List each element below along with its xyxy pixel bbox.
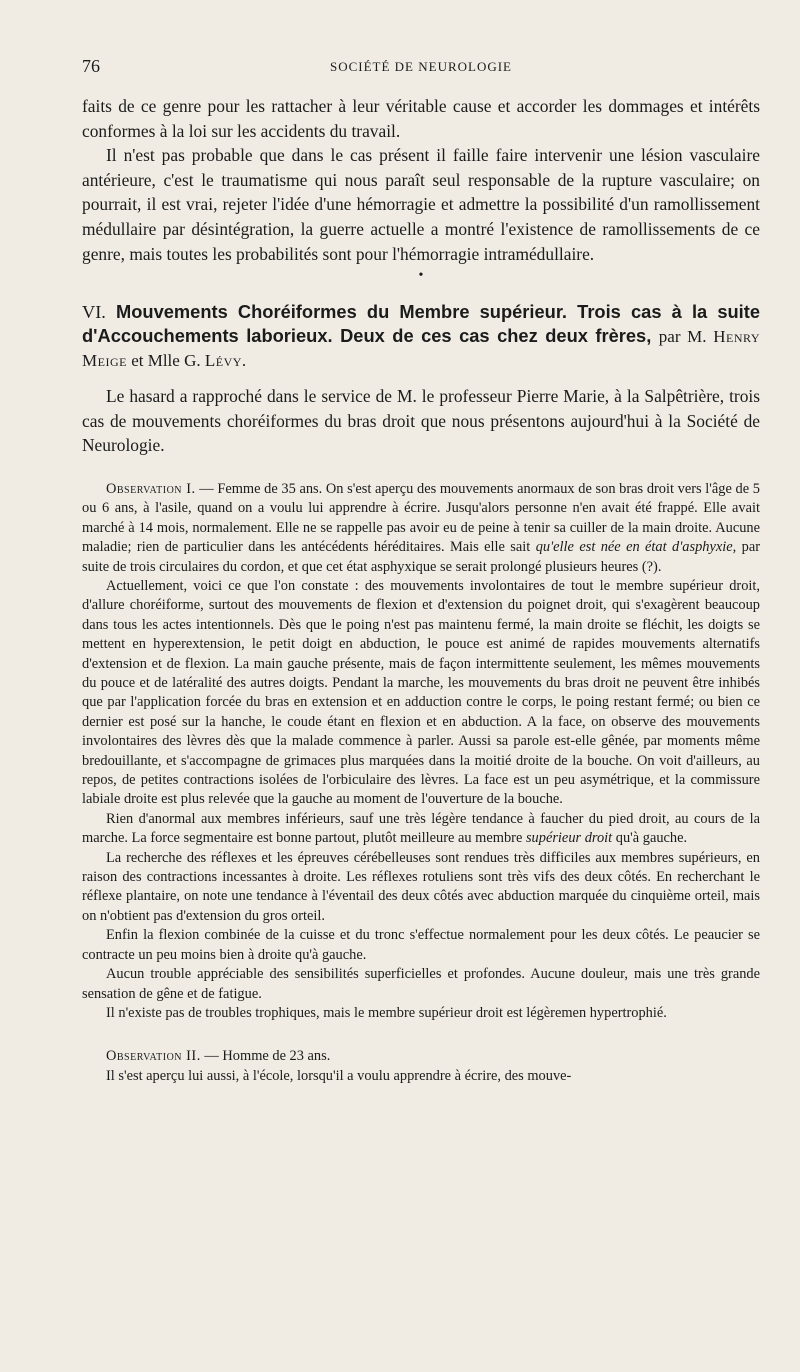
author-name: Lévy.: [204, 351, 247, 371]
intro-paragraph: Le hasard a rapproché dans le service de M. le professeur Pierre Marie, à la Salpêtrière, trois cas de mouvements choréiformes du bras droit que nous présentons aujourd'hui à la Société de Neurologie.: [82, 386, 760, 456]
observation-paragraph: Il s'est aperçu lui aussi, à l'école, lorsqu'il a voulu apprendre à écrire, des mouve-: [106, 1067, 572, 1084]
paragraph: Il n'est pas probable que dans le cas présent il faille faire intervenir une lésion vasculaire antérieure, c'est le traumatisme qui nous paraît seul responsable de la rupture vasculaire; on pourrait, il est vrai, rejeter l'idée d'une hémorragie et admettre la possibilité d'un ramollissement médullaire par désintégration, la guerre actuelle a montré l'existence de ramollissements de ce genre, mais toutes les probabilités sont pour l'hémorragie intramédullaire.: [82, 145, 760, 264]
section-heading: [82, 300, 760, 372]
observation-paragraph: Il n'existe pas de troubles trophiques, mais le membre supérieur droit est légèremen hypertrophié.: [106, 1004, 667, 1021]
observation-paragraph: Observation II. — Homme de 23 ans.: [106, 1048, 331, 1065]
observation-label: Observation II.: [106, 1048, 201, 1065]
page-header: [82, 56, 760, 78]
section-authors: par M. Henry Meige et Mlle G. Lévy.: [82, 327, 760, 371]
running-title: SOCIÉTÉ DE NEUROLOGIE: [329, 59, 513, 74]
separator-dot: •: [418, 268, 424, 284]
observation-paragraph: Enfin la flexion combinée de la cuisse et du tronc s'effectue normalement pour les deux côtés. Le peaucier se contracte un peu moins bien à droite qu'à gauche.: [82, 927, 760, 963]
paragraph: faits de ce genre pour les rattacher à leur véritable cause et accorder les dommages et intérêts conformes à la loi sur les accidents du travail.: [82, 96, 760, 141]
italic-text: qu'elle est née en état d'asphyxie,: [535, 539, 737, 556]
page-body: [82, 94, 760, 1086]
observation-paragraph: Actuellement, voici ce que l'on constate : des mouvements involontaires de tout le membre supérieur droit, d'allure choréiforme, surtout des mouvements de flexion et d'extension du poignet droit, qui s'exagèrent beaucoup dans tous les actes intentionnels. Dès que le poing n'est pas maintenu fermé, la main droite se fléchit, les doigts se mettent en hyperextension, le petit doigt en abduction, le pouce est animé de rapides mouvements alternatifs d'extension et de flexion. La main gauche présente, mais de façon intermittente seulement, les mêmes mouvements du pouce et de latéralité des autres doigts. Pendant la marche, les mouvements du bras droit ne peuvent être inhibés que par l'application forcée du bras en extension et en adduction contre le corps, le poing restant fermé; ou bien ce dernier est posé sur la hanche, le coude étant en flexion et en abduction. A la face, on observe des mouvements involontaires des lèvres dès que la malade commence à parler. Aussi sa parole est-elle gênée, par moments même bredouillante, et s'accompagne de grimaces plus marquées dans la moitié droite de la bouche. On voit d'ailleurs, au repos, de petites contractions isolées de l'orbiculaire des lèvres. La face est un peu asymétrique, et la commissure labiale droite est plus relevée que la gauche au moment de l'ouverture de la bouche.: [82, 577, 760, 808]
observation-paragraph: Observation I. — Femme de 35 ans. On s'est aperçu des mouvements anormaux de son bras droit vers l'âge de 5 ou 6 ans, à l'asile, quand on a voulu lui apprendre à écrire. Jusqu'alors personne n'en avait été frappé. Elle avait marché à 14 mois, normalement. Elle ne se rappelle pas avoir eu de peine à tenir sa cuiller de la main droite. Aucune maladie; rien de particulier dans les antécédents héréditaires. Mais elle sait qu'elle est née en état d'asphyxie, par suite de trois circulaires du cordon, et que cet état asphyxique se serait prolongé plusieurs heures (?).: [82, 480, 761, 575]
section-title: Mouvements Choréiformes du Membre supérieur. Trois cas à la suite d'Accouchements laborieux. Deux de ces cas chez deux frères,: [82, 301, 760, 347]
observation-paragraph: Rien d'anormal aux membres inférieurs, sauf une très légère tendance à faucher du pied droit, au cours de la marche. La force segmentaire est bonne partout, plutôt meilleure au membre supérieur droit qu'à gauche.: [82, 810, 760, 847]
author-name: Henry Meige: [82, 327, 760, 371]
observation-label: Observation I.: [106, 480, 196, 497]
section-number: VI.: [82, 302, 106, 323]
italic-text: supérieur droit: [525, 830, 613, 847]
observation-paragraph: Aucun trouble appréciable des sensibilités superficielles et profondes. Aucune douleur, mais une très grande sensation de gêne et de fatigue.: [82, 966, 760, 1002]
observation-paragraph: La recherche des réflexes et les épreuves cérébelleuses sont rendues très difficiles aux membres supérieurs, en raison des contractions incessantes à droite. Les réflexes rotuliens sont très vifs des deux côtés. En recherchant le réflexe plantaire, on note une tendance à l'éventail des deux côtés avec abduction marquée du cinquième orteil, mais on n'obtient pas d'extension du gros orteil.: [82, 849, 760, 924]
page-number: 76: [82, 56, 100, 76]
